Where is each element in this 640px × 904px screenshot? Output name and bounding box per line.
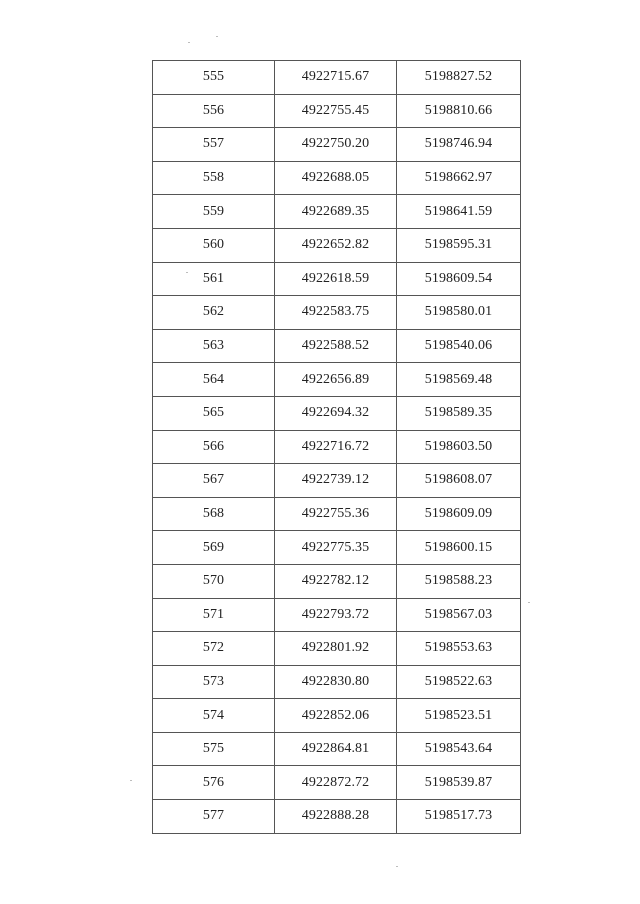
point-number-cell: 573 <box>153 665 275 699</box>
y-coordinate-cell: 5198609.09 <box>397 497 521 531</box>
point-number-cell: 561 <box>153 262 275 296</box>
scan-speck <box>216 36 218 37</box>
x-coordinate-cell: 4922694.32 <box>275 396 397 430</box>
table-row <box>153 363 521 397</box>
y-coordinate-cell: 5198580.01 <box>397 296 521 330</box>
table-row <box>153 262 521 296</box>
y-coordinate-cell: 5198569.48 <box>397 363 521 397</box>
table-row <box>153 195 521 229</box>
point-number-cell: 571 <box>153 598 275 632</box>
y-coordinate-cell: 5198589.35 <box>397 396 521 430</box>
x-coordinate-cell: 4922755.36 <box>275 497 397 531</box>
y-coordinate-cell: 5198540.06 <box>397 329 521 363</box>
x-coordinate-cell: 4922618.59 <box>275 262 397 296</box>
y-coordinate-cell: 5198523.51 <box>397 699 521 733</box>
y-coordinate-cell: 5198588.23 <box>397 564 521 598</box>
x-coordinate-cell: 4922888.28 <box>275 800 397 834</box>
y-coordinate-cell: 5198609.54 <box>397 262 521 296</box>
x-coordinate-cell: 4922775.35 <box>275 531 397 565</box>
y-coordinate-cell: 5198641.59 <box>397 195 521 229</box>
table-row <box>153 396 521 430</box>
x-coordinate-cell: 4922801.92 <box>275 632 397 666</box>
table-row <box>153 161 521 195</box>
y-coordinate-cell: 5198522.63 <box>397 665 521 699</box>
y-coordinate-cell: 5198567.03 <box>397 598 521 632</box>
x-coordinate-cell: 4922716.72 <box>275 430 397 464</box>
y-coordinate-cell: 5198810.66 <box>397 94 521 128</box>
table-row <box>153 800 521 834</box>
point-number-cell: 563 <box>153 329 275 363</box>
table-row <box>153 632 521 666</box>
x-coordinate-cell: 4922583.75 <box>275 296 397 330</box>
scan-speck <box>188 42 190 43</box>
x-coordinate-cell: 4922688.05 <box>275 161 397 195</box>
y-coordinate-cell: 5198539.87 <box>397 766 521 800</box>
point-number-cell: 558 <box>153 161 275 195</box>
table-row <box>153 665 521 699</box>
table-row <box>153 228 521 262</box>
y-coordinate-cell: 5198595.31 <box>397 228 521 262</box>
table-row <box>153 598 521 632</box>
scan-speck <box>528 602 530 603</box>
x-coordinate-cell: 4922656.89 <box>275 363 397 397</box>
point-number-cell: 576 <box>153 766 275 800</box>
scan-speck <box>130 780 132 781</box>
table-row <box>153 464 521 498</box>
point-number-cell: 570 <box>153 564 275 598</box>
point-number-cell: 556 <box>153 94 275 128</box>
point-number-cell: 555 <box>153 61 275 95</box>
x-coordinate-cell: 4922872.72 <box>275 766 397 800</box>
x-coordinate-cell: 4922689.35 <box>275 195 397 229</box>
x-coordinate-cell: 4922830.80 <box>275 665 397 699</box>
x-coordinate-cell: 4922782.12 <box>275 564 397 598</box>
table-row <box>153 531 521 565</box>
point-number-cell: 575 <box>153 732 275 766</box>
point-number-cell: 572 <box>153 632 275 666</box>
y-coordinate-cell: 5198553.63 <box>397 632 521 666</box>
point-number-cell: 568 <box>153 497 275 531</box>
table-row <box>153 329 521 363</box>
table-row <box>153 94 521 128</box>
scan-speck <box>396 866 398 867</box>
coordinate-table-body <box>153 61 521 834</box>
x-coordinate-cell: 4922793.72 <box>275 598 397 632</box>
table-row <box>153 296 521 330</box>
y-coordinate-cell: 5198600.15 <box>397 531 521 565</box>
table-row <box>153 430 521 464</box>
point-number-cell: 569 <box>153 531 275 565</box>
table-row <box>153 732 521 766</box>
y-coordinate-cell: 5198603.50 <box>397 430 521 464</box>
point-number-cell: 577 <box>153 800 275 834</box>
x-coordinate-cell: 4922750.20 <box>275 128 397 162</box>
point-number-cell: 557 <box>153 128 275 162</box>
point-number-cell: 560 <box>153 228 275 262</box>
y-coordinate-cell: 5198746.94 <box>397 128 521 162</box>
x-coordinate-cell: 4922739.12 <box>275 464 397 498</box>
x-coordinate-cell: 4922715.67 <box>275 61 397 95</box>
point-number-cell: 559 <box>153 195 275 229</box>
table-row <box>153 766 521 800</box>
coordinate-table <box>152 60 521 834</box>
y-coordinate-cell: 5198662.97 <box>397 161 521 195</box>
x-coordinate-cell: 4922864.81 <box>275 732 397 766</box>
x-coordinate-cell: 4922588.52 <box>275 329 397 363</box>
table-row <box>153 61 521 95</box>
point-number-cell: 574 <box>153 699 275 733</box>
point-number-cell: 566 <box>153 430 275 464</box>
point-number-cell: 567 <box>153 464 275 498</box>
x-coordinate-cell: 4922652.82 <box>275 228 397 262</box>
point-number-cell: 564 <box>153 363 275 397</box>
y-coordinate-cell: 5198543.64 <box>397 732 521 766</box>
x-coordinate-cell: 4922755.45 <box>275 94 397 128</box>
point-number-cell: 562 <box>153 296 275 330</box>
point-number-cell: 565 <box>153 396 275 430</box>
y-coordinate-cell: 5198517.73 <box>397 800 521 834</box>
x-coordinate-cell: 4922852.06 <box>275 699 397 733</box>
table-row <box>153 564 521 598</box>
y-coordinate-cell: 5198827.52 <box>397 61 521 95</box>
table-row <box>153 128 521 162</box>
y-coordinate-cell: 5198608.07 <box>397 464 521 498</box>
table-row <box>153 699 521 733</box>
table-row <box>153 497 521 531</box>
